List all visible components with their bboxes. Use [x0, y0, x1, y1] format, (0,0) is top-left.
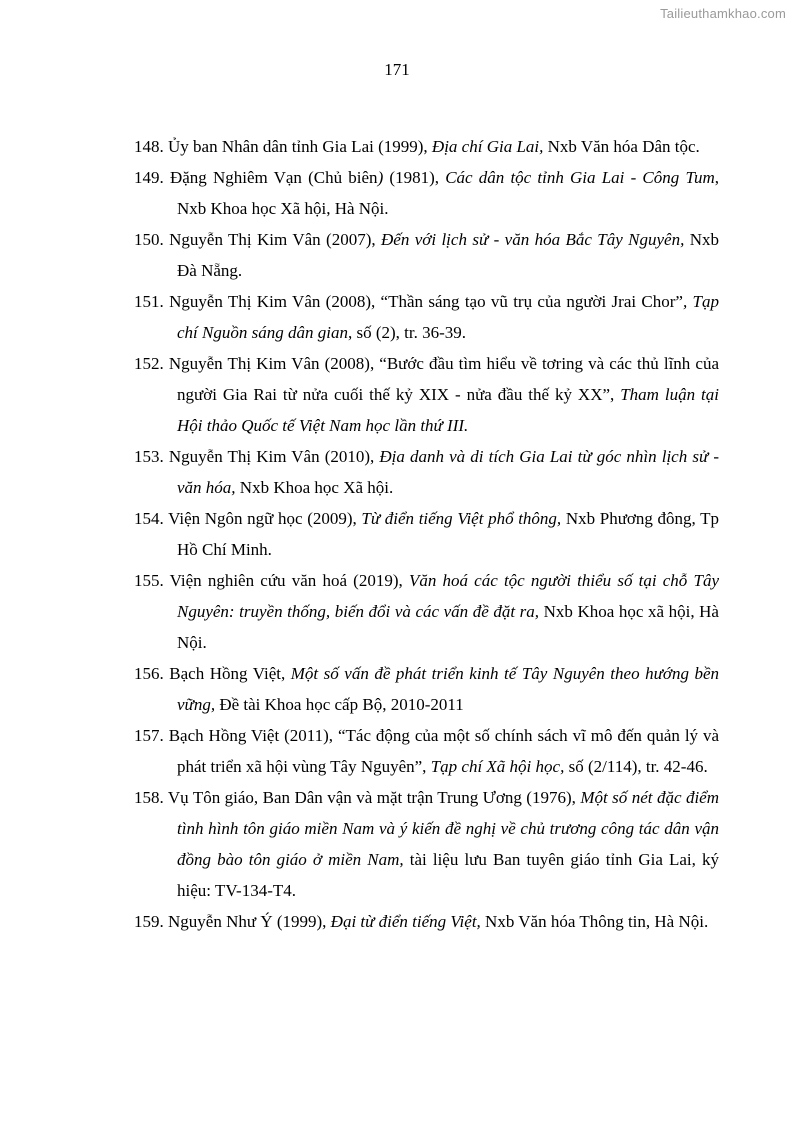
reference-text: số (2/114), tr. 42-46.: [564, 757, 708, 776]
reference-entry: [134, 720, 719, 782]
reference-number: 148.: [134, 137, 164, 156]
reference-text: Ủy ban Nhân dân tỉnh Gia Lai (1999),: [168, 137, 432, 156]
reference-number: 158.: [134, 788, 164, 807]
reference-number: 155.: [134, 571, 164, 590]
reference-number: 150.: [134, 230, 164, 249]
reference-title: Các dân tộc tỉnh Gia Lai - Công Tum: [445, 168, 715, 187]
watermark-text: Tailieuthamkhao.com: [660, 6, 786, 21]
reference-entry: [134, 658, 719, 720]
reference-text: tài liệu lưu Ban tuyên giáo tỉnh Gia Lai, ký hiệu: TV-134-T4.: [177, 850, 719, 900]
reference-number: 149.: [134, 168, 164, 187]
reference-text: , Nxb Khoa học Xã hội, Hà Nội.: [177, 168, 719, 218]
reference-title: Đến với lịch sử - văn hóa Bắc Tây Nguyên,: [381, 230, 685, 249]
reference-entry: [134, 131, 719, 162]
reference-text: Đặng Nghiêm Vạn (Chủ biên: [169, 168, 378, 187]
reference-entry: [134, 224, 719, 286]
reference-title: Địa danh và di tích Gia Lai từ góc nhìn lịch sử - văn hóa,: [177, 447, 720, 497]
reference-number: 156.: [134, 664, 164, 683]
reference-number: 154.: [134, 509, 164, 528]
reference-title: Văn hoá các tộc người thiểu số tại chỗ Tây Nguyên: truyền thống, biến đổi và các vấn đề đặt ra,: [177, 571, 719, 621]
reference-text: Nguyễn Như Ý (1999),: [168, 912, 331, 931]
reference-title: Tham luận tại Hội thảo Quốc tế Việt Nam học lần thứ III.: [177, 385, 719, 435]
reference-title: Tạp chí Xã hội học,: [430, 757, 565, 776]
page-number: 171: [384, 60, 410, 79]
reference-text: Viện Ngôn ngữ học (2009),: [168, 509, 362, 528]
reference-entry: [134, 348, 719, 441]
reference-entry: [134, 906, 719, 937]
reference-text: Bạch Hồng Việt,: [169, 664, 291, 683]
reference-text: Nxb Văn hóa Dân tộc.: [543, 137, 700, 156]
reference-title: Một số vấn đề phát triển kinh tế Tây Nguyên theo hướng bền vững,: [177, 664, 720, 714]
reference-text: Nguyễn Thị Kim Vân (2008), “Thần sáng tạo vũ trụ của người Jrai Chor”: [169, 292, 683, 311]
reference-text: Nxb Phương đông, Tp Hồ Chí Minh.: [177, 509, 719, 559]
reference-number: 157.: [134, 726, 164, 745]
reference-list: [134, 131, 719, 937]
reference-text: Nxb Đà Nẵng.: [177, 230, 720, 280]
reference-title: Từ điển tiếng Việt phổ thông,: [361, 509, 562, 528]
reference-entry: [134, 441, 719, 503]
reference-text: , số (2), tr. 36-39.: [347, 323, 466, 342]
reference-text: Nxb Khoa học xã hội, Hà Nội.: [177, 602, 719, 652]
reference-title: , Tạp chí Nguồn sáng dân gian: [177, 292, 719, 342]
reference-number: 151.: [134, 292, 164, 311]
reference-text: Nguyễn Thị Kim Vân (2010),: [168, 447, 380, 466]
reference-title: Đại từ điển tiếng Việt,: [330, 912, 481, 931]
reference-entry: [134, 782, 719, 906]
reference-text: Viện nghiên cứu văn hoá (2019),: [169, 571, 409, 590]
reference-number: 159.: [134, 912, 164, 931]
reference-entry: [134, 162, 719, 224]
reference-text: Nxb Văn hóa Thông tin, Hà Nội.: [480, 912, 709, 931]
reference-title: ): [377, 168, 384, 187]
reference-text: Bạch Hồng Việt (2011), “Tác động của một số chính sách vĩ mô đến quản lý và phát triển xã hội vùng Tây Nguyên”,: [168, 726, 720, 776]
reference-text: Nguyễn Thị Kim Vân (2007),: [169, 230, 382, 249]
reference-entry: [134, 286, 719, 348]
reference-text: Nxb Khoa học Xã hội.: [235, 478, 394, 497]
reference-title: Địa chí Gia Lai,: [431, 137, 544, 156]
reference-title: Một số nét đặc điểm tình hình tôn giáo miền Nam và ý kiến đề nghị về chủ trương công tác dân vận đồng bào tôn giáo ở miền Nam,: [177, 788, 719, 869]
reference-text: (1981),: [383, 168, 446, 187]
reference-text: Vụ Tôn giáo, Ban Dân vận và mặt trận Trung Ương (1976),: [167, 788, 581, 807]
reference-number: 153.: [134, 447, 164, 466]
reference-text: Nguyễn Thị Kim Vân (2008), “Bước đầu tìm hiểu về tơring và các thủ lĩnh của người Gia Rai từ nửa cuối thế kỷ XIX - nửa đầu thế kỷ XX”,: [168, 354, 720, 404]
reference-entry: [134, 503, 719, 565]
reference-entry: [134, 565, 719, 658]
reference-number: 152.: [134, 354, 164, 373]
reference-text: Đề tài Khoa học cấp Bộ, 2010-2011: [215, 695, 464, 714]
